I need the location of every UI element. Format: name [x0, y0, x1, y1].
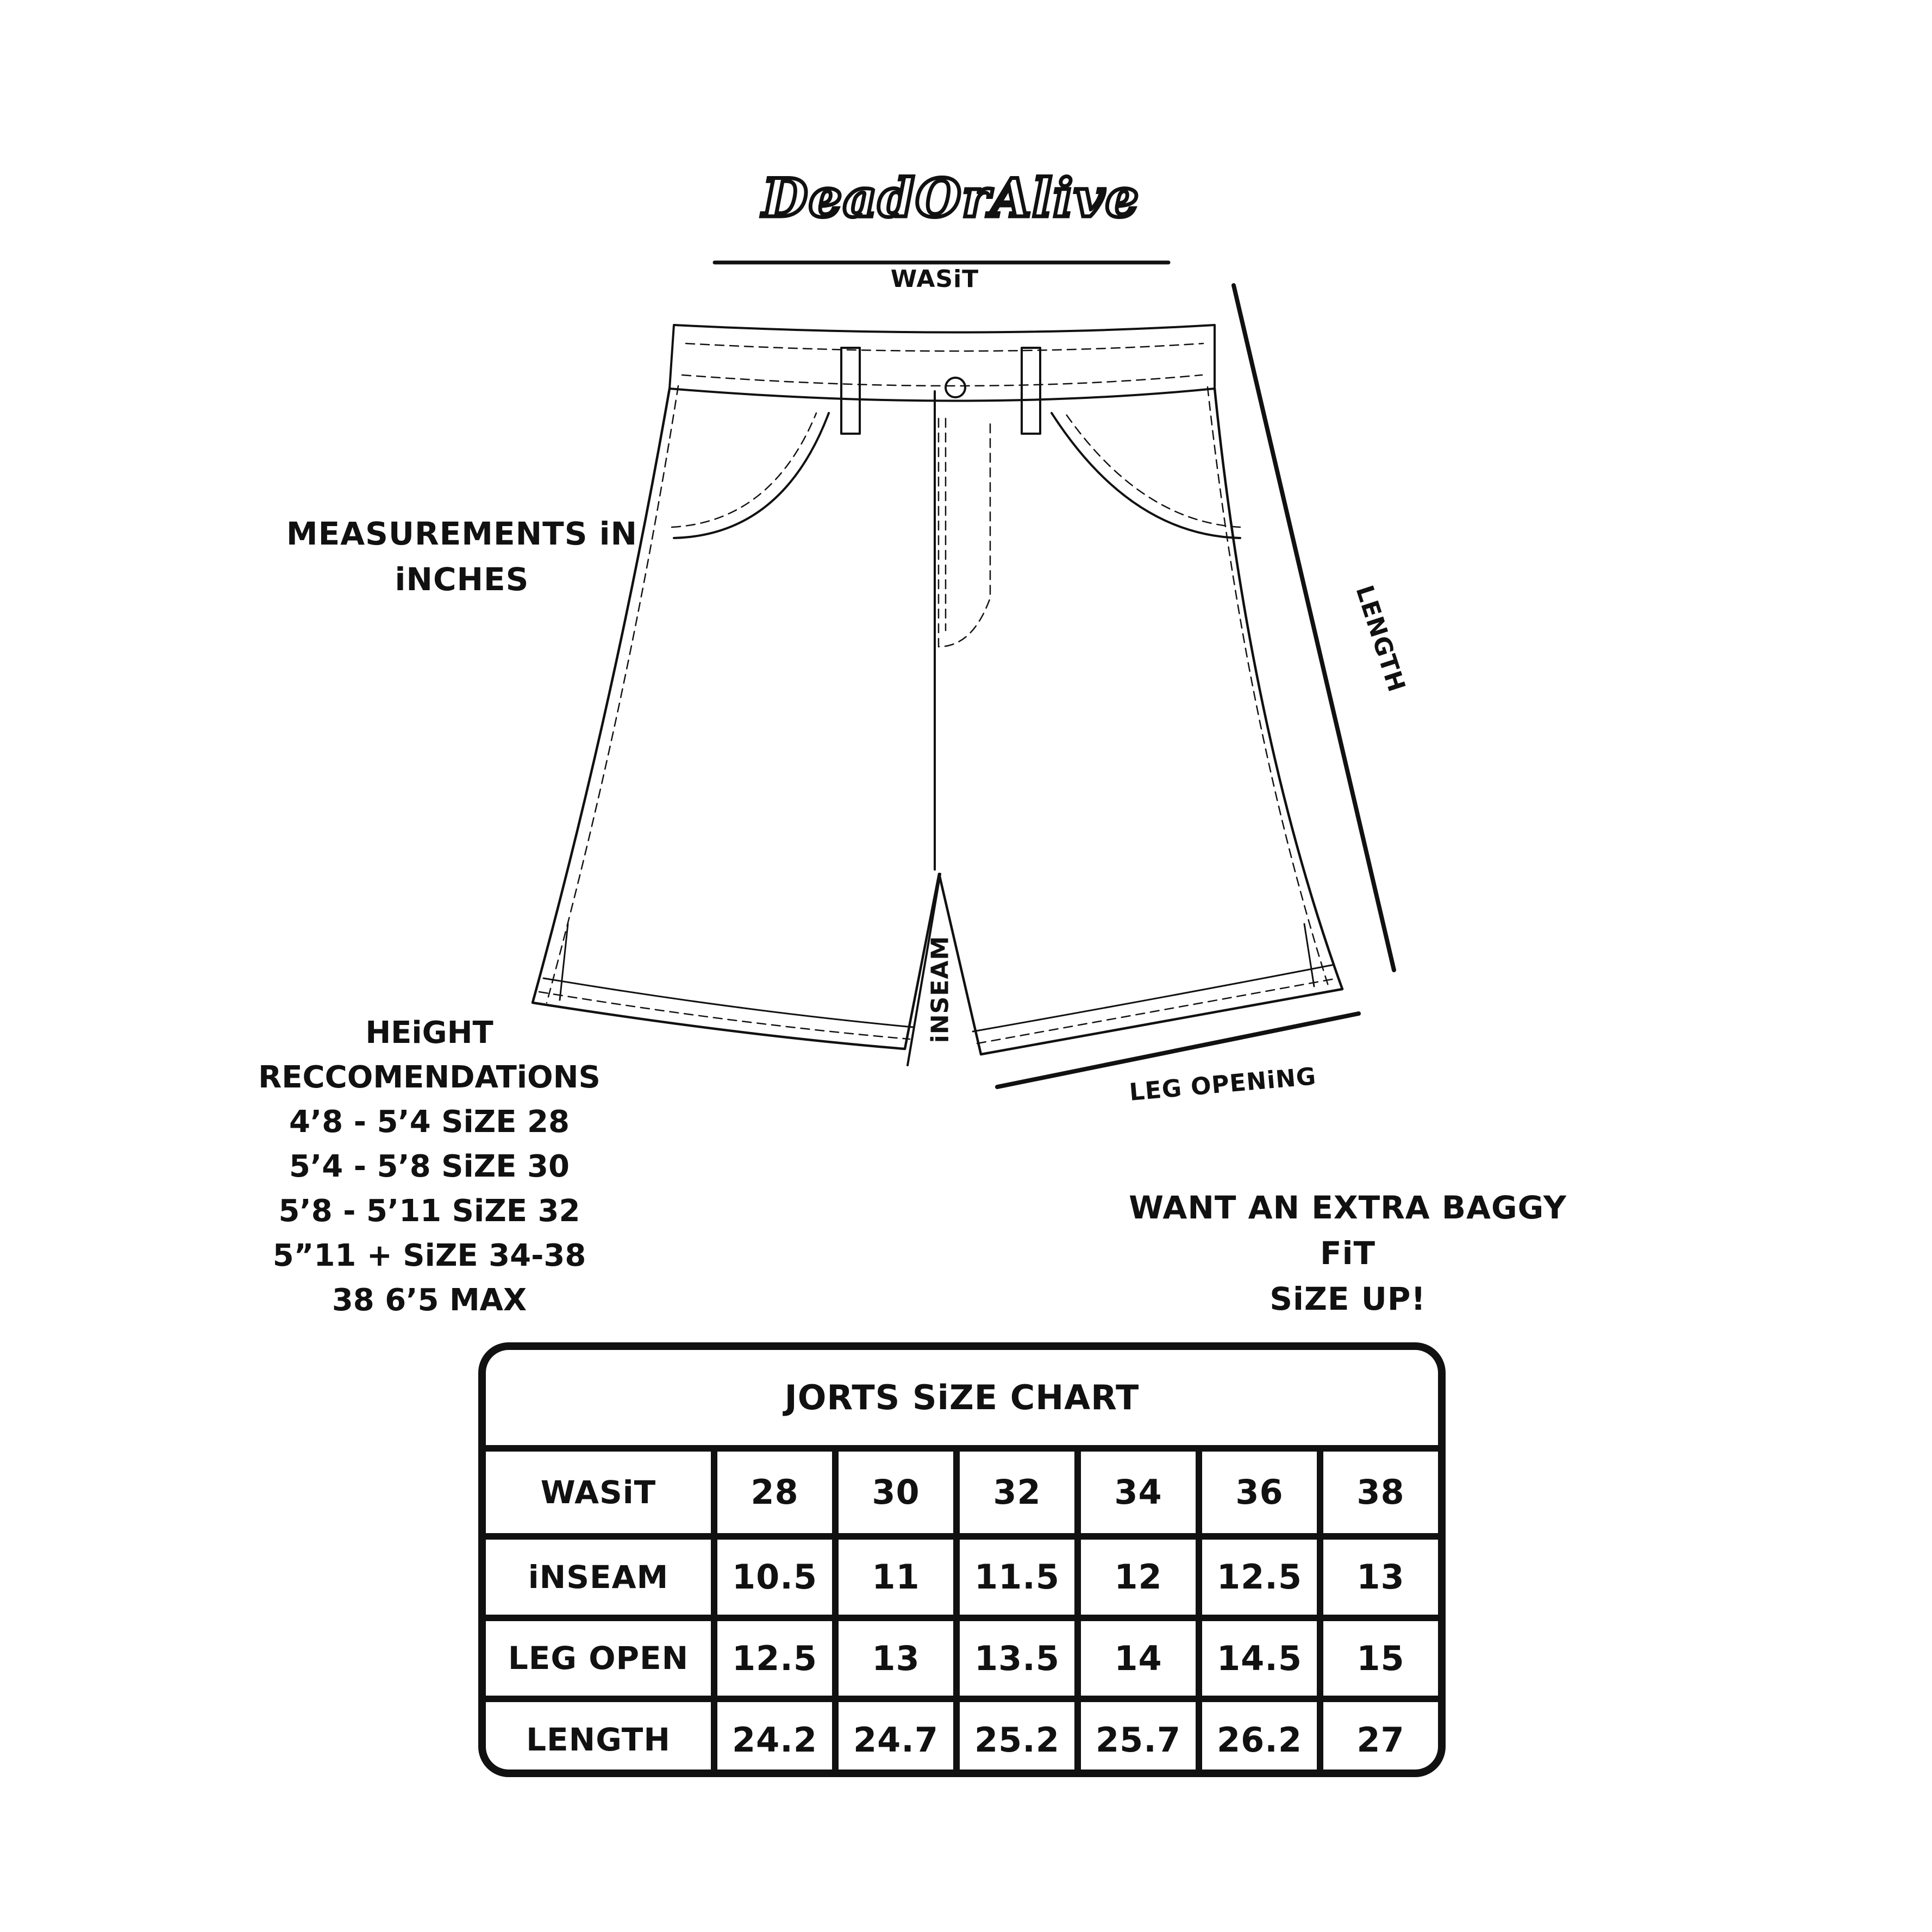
table-cell: 13.5 [953, 1621, 1074, 1696]
pocket-left [674, 413, 829, 538]
size-chart-title: JORTS SiZE CHART [784, 1378, 1140, 1417]
table-cell: 12 [1074, 1540, 1196, 1615]
table-cell: 11 [832, 1540, 953, 1615]
leg-opening-label: LEG OPENiNG [1128, 1062, 1318, 1106]
table-row [486, 1615, 1438, 1696]
table-cell: 34 [1074, 1452, 1196, 1533]
row-label: LENGTH [526, 1721, 671, 1759]
table-cell: 13 [832, 1621, 953, 1696]
baggy-note-line1: WANT AN EXTRA BAGGY FiT [1129, 1189, 1567, 1272]
table-cell: 25.2 [953, 1702, 1074, 1777]
length-label: LENGTH [1350, 582, 1411, 696]
belt-loop-left [841, 348, 860, 434]
table-cell: 26.2 [1196, 1702, 1317, 1777]
table-row [486, 1533, 1438, 1615]
measurements-note-line1: MEASUREMENTS iN [286, 515, 638, 552]
table-cell: 27 [1317, 1702, 1438, 1777]
table-cell: 11.5 [953, 1540, 1074, 1615]
table-row [486, 1696, 1438, 1777]
svg-text:DeadOrAlive: DeadOrAlive [762, 167, 1140, 229]
waist-label: WASiT [890, 265, 979, 293]
size-chart-grid [486, 1445, 1438, 1777]
height-title-line2: RECCOMENDATiONS [258, 1060, 601, 1095]
height-line: 4’8 - 5’4 SiZE 28 [289, 1104, 570, 1140]
measurements-note [261, 511, 663, 602]
baggy-fit-note [1103, 1185, 1592, 1322]
row-label: WASiT [540, 1473, 656, 1511]
belt-loop-right [1022, 348, 1040, 434]
table-cell: 10.5 [711, 1540, 832, 1615]
height-recommendations [255, 1011, 603, 1323]
table-cell: 12.5 [1196, 1540, 1317, 1615]
table-cell: 38 [1317, 1452, 1438, 1533]
height-line: 38 6’5 MAX [332, 1283, 527, 1318]
table-cell: 24.2 [711, 1702, 832, 1777]
table-cell: 30 [832, 1452, 953, 1533]
table-cell: 15 [1317, 1621, 1438, 1696]
height-title-line1: HEiGHT [365, 1015, 493, 1051]
table-cell: 32 [953, 1452, 1074, 1533]
measurements-note-line2: iNCHES [395, 561, 529, 598]
table-cell: 14 [1074, 1621, 1196, 1696]
table-cell: 28 [711, 1452, 832, 1533]
inseam-label: iNSEAM [926, 935, 954, 1043]
button [946, 378, 965, 397]
height-line: 5”11 + SiZE 34-38 [272, 1238, 586, 1273]
hem-right [973, 965, 1334, 1031]
waistband [670, 325, 1215, 401]
table-row [486, 1452, 1438, 1533]
baggy-note-line2: SiZE UP! [1270, 1280, 1426, 1317]
table-cell: 12.5 [711, 1621, 832, 1696]
row-label: iNSEAM [528, 1558, 669, 1596]
table-cell: 13 [1317, 1540, 1438, 1615]
table-cell: 36 [1196, 1452, 1317, 1533]
row-label: LEG OPEN [508, 1640, 689, 1677]
size-chart-table [478, 1342, 1446, 1777]
table-cell: 25.7 [1074, 1702, 1196, 1777]
table-cell: 14.5 [1196, 1621, 1317, 1696]
height-line: 5’8 - 5’11 SiZE 32 [278, 1193, 580, 1229]
table-cell: 24.7 [832, 1702, 953, 1777]
height-line: 5’4 - 5’8 SiZE 30 [289, 1149, 570, 1184]
